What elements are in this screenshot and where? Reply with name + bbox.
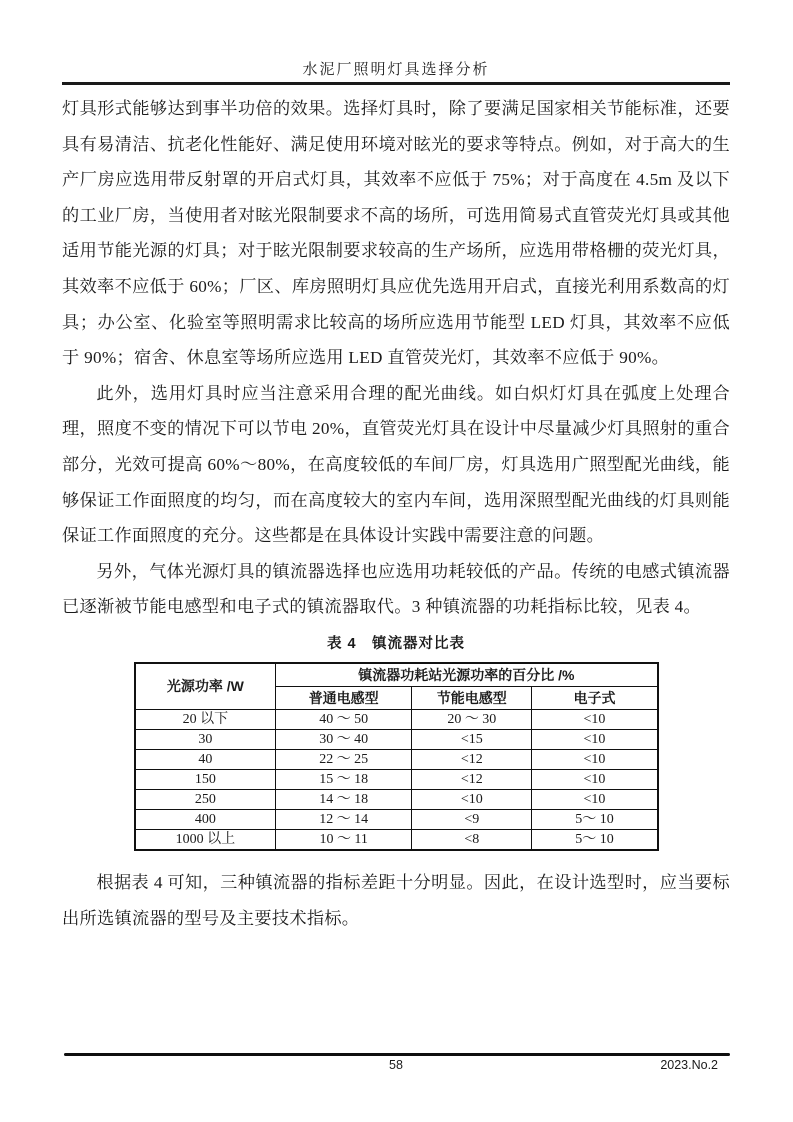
table-cell: <10 bbox=[532, 729, 658, 749]
table-cell: <10 bbox=[532, 769, 658, 789]
footer-rule bbox=[64, 1053, 730, 1056]
table-cell: 40 ～ 50 bbox=[276, 709, 412, 729]
table-caption: 表 4 镇流器对比表 bbox=[326, 635, 466, 652]
table-header-row bbox=[135, 663, 658, 687]
table-row bbox=[135, 749, 658, 769]
table-cell: 15 ～ 18 bbox=[276, 769, 412, 789]
table-cell: 14 ～ 18 bbox=[276, 789, 412, 809]
table-row bbox=[135, 769, 658, 789]
table-header-cell: 普通电感型 bbox=[276, 686, 412, 709]
closing-paragraph: 根据表 4 可知，三种镇流器的指标差距十分明显。因此，在设计选型时，应当要标出所选镇流器的型号及主要技术指标。 bbox=[62, 872, 730, 928]
table-cell: 20 ～ 30 bbox=[412, 709, 532, 729]
table-cell: 150 bbox=[135, 769, 276, 789]
table-cell: <12 bbox=[412, 769, 532, 789]
table-row bbox=[135, 829, 658, 850]
page-number: 58 bbox=[389, 1058, 403, 1072]
table-row bbox=[135, 729, 658, 749]
table-cell: 20 以下 bbox=[135, 709, 276, 729]
table-cell: <8 bbox=[412, 829, 532, 850]
table-row bbox=[135, 809, 658, 829]
table-header-cell: 节能电感型 bbox=[412, 686, 532, 709]
body-paragraph: 此外，选用灯具时应当注意采用合理的配光曲线。如白炽灯灯具在弧度上处理合理，照度不变的情况下可以节电 20%，直管荧光灯具在设计中尽量减少灯具照射的重合部分，光效可提高 60%～80%，在高度较低的车间厂房，灯具选用广照型配光曲线，能够保证工作面照度的均匀，而在高度较大的室内车间，选用深照型配光曲线的灯具则能保证工作面照度的充分。这些都是在具体设计实践中需要注意的问题。 bbox=[62, 383, 730, 546]
table-header-cell: 光源功率 /W bbox=[135, 663, 276, 710]
table-header-cell: 电子式 bbox=[532, 686, 658, 709]
ballast-comparison-table bbox=[134, 662, 659, 851]
table-cell: 22 ～ 25 bbox=[276, 749, 412, 769]
table-group-header-cell: 镇流器功耗站光源功率的百分比 /% bbox=[276, 663, 658, 687]
body-paragraph: 灯具形式能够达到事半功倍的效果。选择灯具时，除了要满足国家相关节能标准，还要具有易清洁、抗老化性能好、满足使用环境对眩光的要求等特点。例如，对于高大的生产厂房应选用带反射罩的开启式灯具，其效率不应低于 75%；对于高度在 4.5m 及以下的工业厂房，当使用者对眩光限制要求不高的场所，可选用简易式直管荧光灯具或其他适用节能光源的灯具；对于眩光限制要求较高的生产场所，应选用带格栅的荧光灯具，其效率不应低于 60%；厂区、库房照明灯具应优先选用开启式，直接光利用系数高的灯具；办公室、化验室等照明需求比较高的场所应选用节能型 LED 灯具，其效率不应低于 90%；宿舍、休息室等场所应选用 LED 直管荧光灯，其效率不应低于 90%。 bbox=[62, 99, 730, 368]
article-title: 水泥厂照明灯具选择分析 bbox=[302, 62, 490, 78]
table-row bbox=[135, 709, 658, 729]
table-cell: 30 ～ 40 bbox=[276, 729, 412, 749]
table-cell: <15 bbox=[412, 729, 532, 749]
table-cell: <9 bbox=[412, 809, 532, 829]
table-cell: 40 bbox=[135, 749, 276, 769]
table-cell: 12 ～ 14 bbox=[276, 809, 412, 829]
table-cell: 5～ 10 bbox=[532, 809, 658, 829]
table-cell: <10 bbox=[532, 789, 658, 809]
header-rule bbox=[62, 82, 730, 85]
table-cell: <10 bbox=[532, 709, 658, 729]
table-cell: <10 bbox=[412, 789, 532, 809]
table-cell: <10 bbox=[532, 749, 658, 769]
article-body bbox=[62, 91, 730, 936]
table-cell: <12 bbox=[412, 749, 532, 769]
table-row bbox=[135, 789, 658, 809]
table-cell: 250 bbox=[135, 789, 276, 809]
table-cell: 400 bbox=[135, 809, 276, 829]
body-paragraph: 另外，气体光源灯具的镇流器选择也应选用功耗较低的产品。传统的电感式镇流器已逐渐被节能电感型和电子式的镇流器取代。3 种镇流器的功耗指标比较，见表 4。 bbox=[62, 561, 730, 617]
issue-number: 2023.No.2 bbox=[660, 1058, 718, 1072]
table-cell: 30 bbox=[135, 729, 276, 749]
table-cell: 5～ 10 bbox=[532, 829, 658, 850]
table-cell: 1000 以上 bbox=[135, 829, 276, 850]
table-cell: 10 ～ 11 bbox=[276, 829, 412, 850]
